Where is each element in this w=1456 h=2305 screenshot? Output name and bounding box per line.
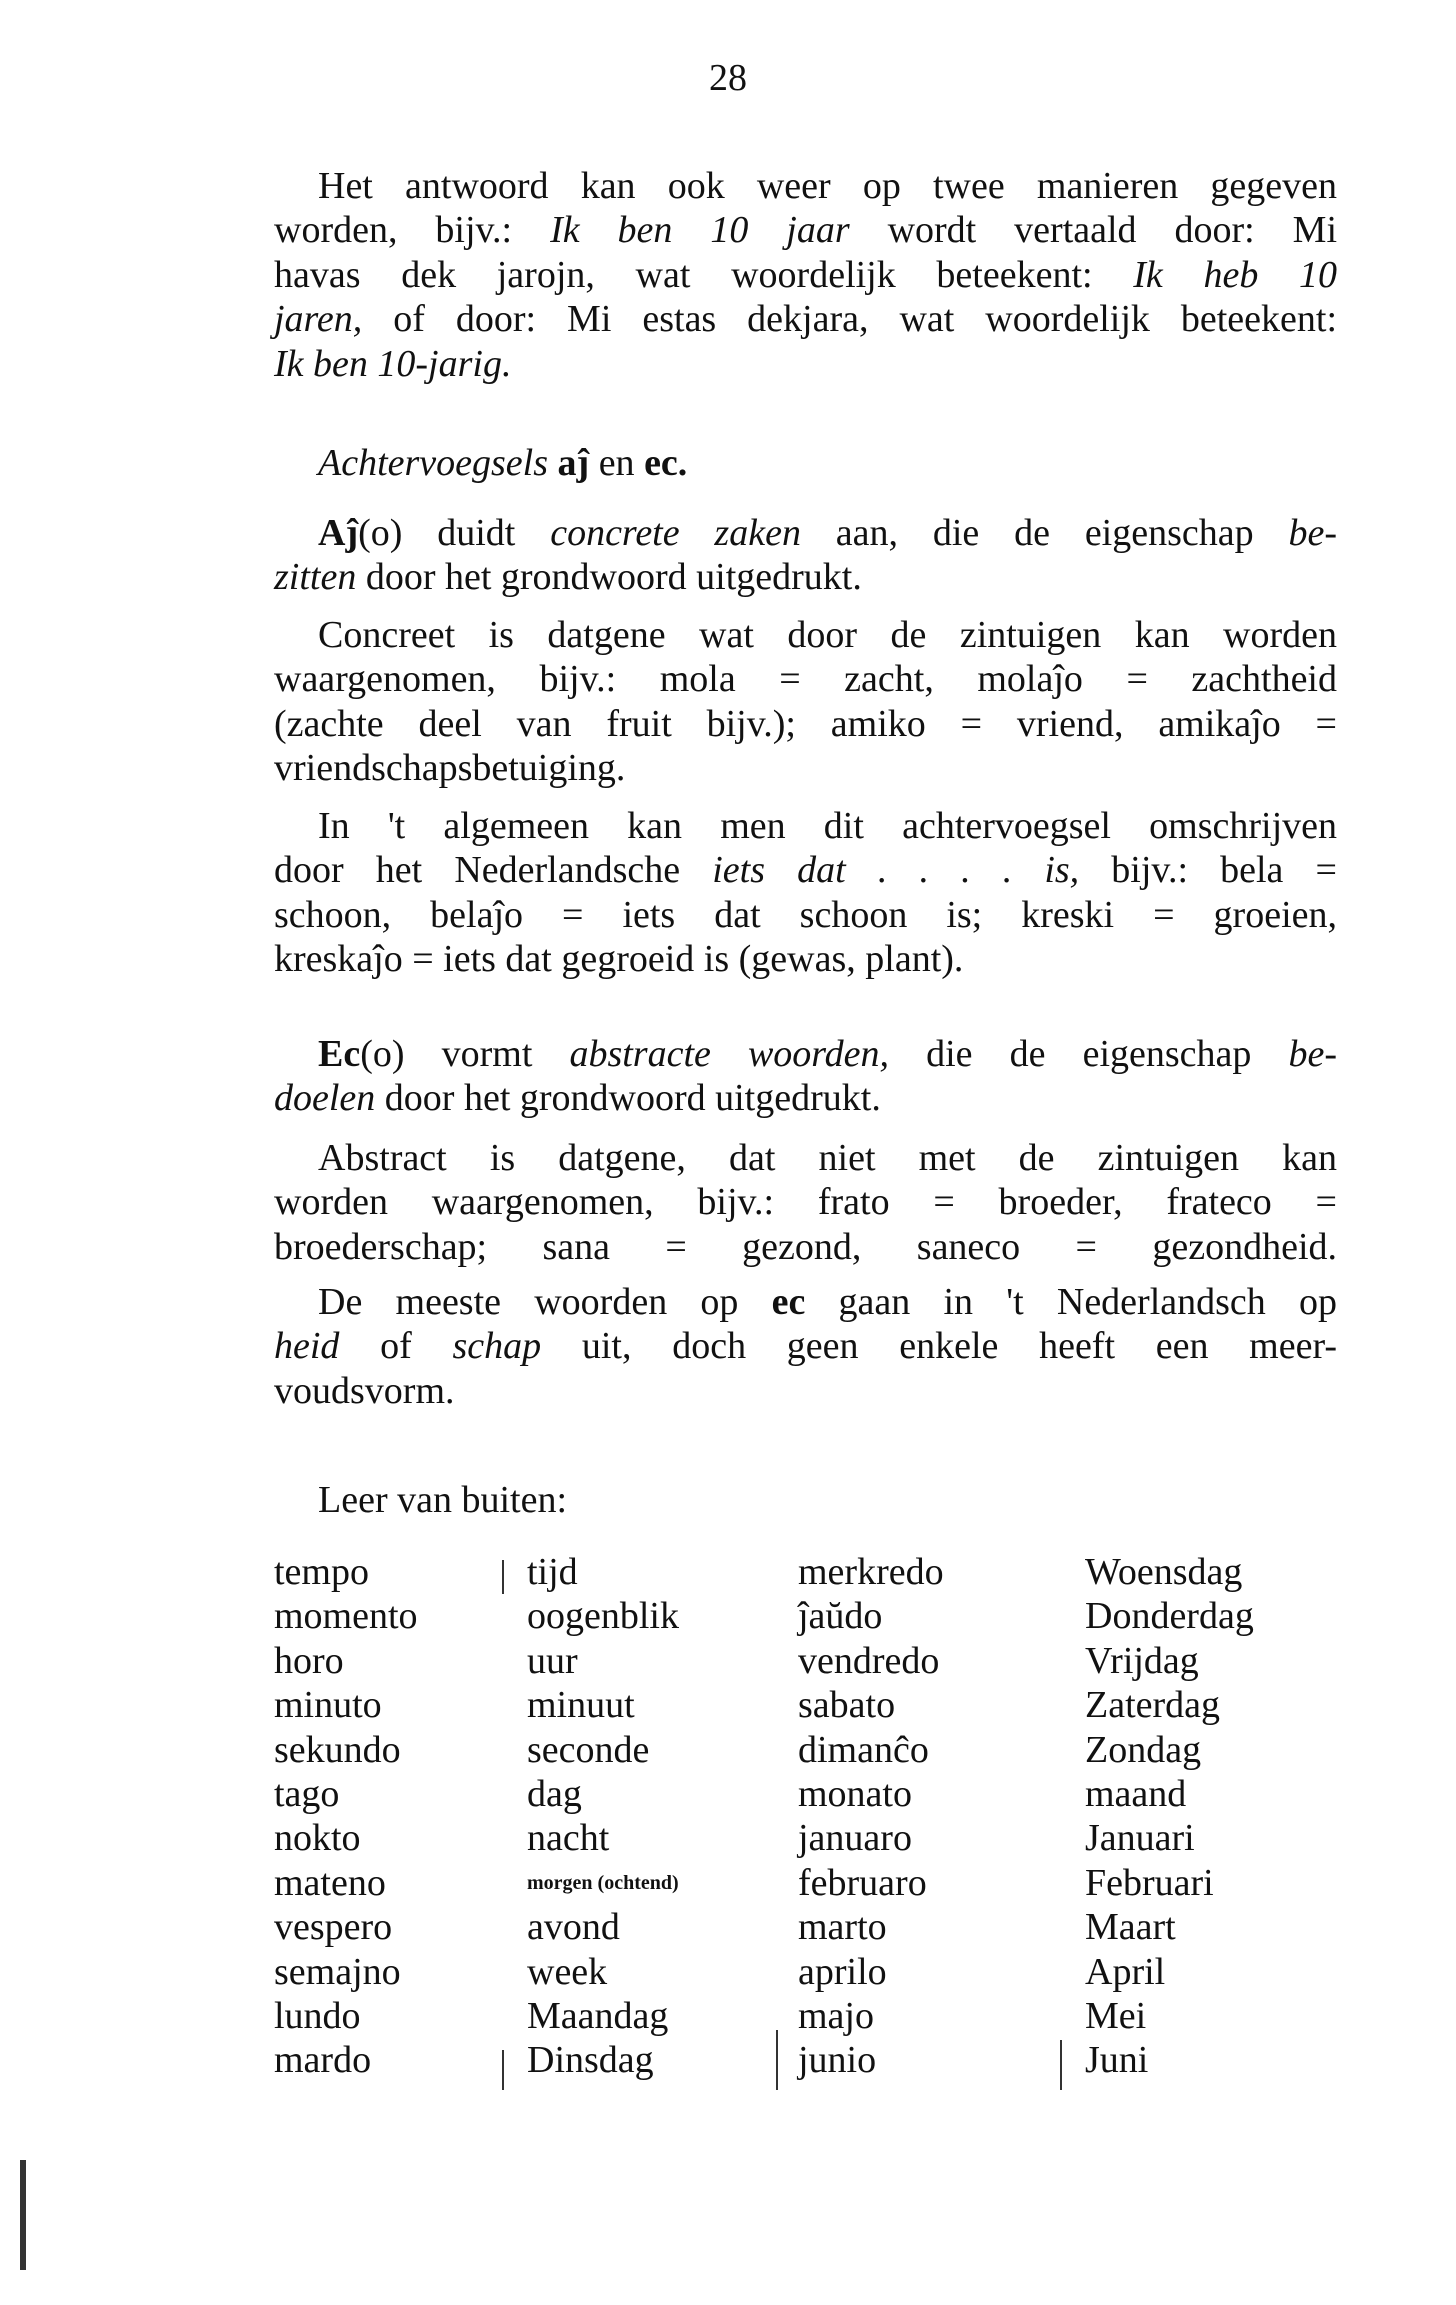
esperanto-word: januaro bbox=[798, 1817, 912, 1860]
dutch-translation: dag bbox=[527, 1772, 582, 1815]
text: schoon, belaĵo = iets dat schoon is; kreski = groeien, bbox=[274, 893, 1337, 936]
dutch-translation: Donderdag bbox=[1085, 1595, 1254, 1638]
text: uit, doch geen enkele heeft een meer- bbox=[541, 1325, 1338, 1368]
text: (zachte deel van fruit bijv.); amiko = vriend, amikaĵo = bbox=[274, 702, 1337, 745]
text-line bbox=[274, 441, 1337, 485]
italic-text: abstracte woorden, bbox=[569, 1033, 890, 1075]
esperanto-word: momento bbox=[274, 1595, 418, 1638]
dutch-translation: April bbox=[1085, 1950, 1166, 1993]
italic-text: zitten bbox=[274, 556, 357, 599]
italic-text: be- bbox=[1288, 1033, 1337, 1075]
dutch-translation: Woensdag bbox=[1085, 1551, 1243, 1593]
esperanto-word: marto bbox=[798, 1906, 887, 1949]
text: en bbox=[589, 442, 645, 484]
dutch-translation: Zaterdag bbox=[1085, 1684, 1221, 1727]
text: broederschap; sana = gezond, saneco = gezondheid. bbox=[274, 1225, 1337, 1268]
esperanto-word: februaro bbox=[798, 1861, 927, 1904]
text: of bbox=[339, 1325, 453, 1368]
text-line bbox=[274, 1280, 1337, 1324]
dutch-translation: maand bbox=[1085, 1772, 1187, 1815]
dutch-translation: nacht bbox=[527, 1817, 610, 1860]
text-line bbox=[274, 1136, 1337, 1180]
column-rule bbox=[502, 2050, 504, 2090]
text-line bbox=[274, 164, 1337, 208]
bold-text: ec. bbox=[644, 442, 688, 484]
page-number: 28 bbox=[709, 57, 747, 99]
dutch-translation: seconde bbox=[527, 1728, 650, 1771]
text: worden, bijv.: bbox=[274, 209, 551, 252]
text-line bbox=[274, 893, 1337, 937]
text-line bbox=[274, 702, 1337, 746]
text: havas dek jarojn, wat woordelijk beteekent: bbox=[274, 253, 1134, 296]
italic-text: Ik ben 10-jarig. bbox=[274, 342, 512, 385]
text-line bbox=[274, 253, 1337, 297]
text-line bbox=[274, 1225, 1337, 1269]
italic-text: iets dat . . . . is, bbox=[712, 849, 1080, 892]
dutch-translation: Dinsdag bbox=[527, 2039, 654, 2082]
text-line bbox=[274, 511, 1337, 555]
text: vriendschapsbetuiging. bbox=[274, 747, 626, 790]
text: waargenomen, bijv.: mola = zacht, molaĵo = zachtheid bbox=[274, 658, 1337, 701]
esperanto-word: ĵaŭdo bbox=[798, 1595, 883, 1638]
text-line bbox=[274, 1478, 1337, 1522]
bold-text: aĵ bbox=[557, 442, 590, 484]
italic-text: doelen bbox=[274, 1077, 376, 1120]
dutch-translation: Juni bbox=[1085, 2039, 1149, 2082]
esperanto-word: vespero bbox=[274, 1906, 393, 1949]
esperanto-word: nokto bbox=[274, 1817, 361, 1860]
dutch-translation: minuut bbox=[527, 1684, 635, 1727]
column-rule bbox=[502, 1560, 504, 1594]
italic-text: Ik ben 10 jaar bbox=[550, 209, 850, 252]
text-line bbox=[274, 1369, 1337, 1413]
text-line bbox=[274, 746, 1337, 790]
text: Abstract is datgene, dat niet met de zintuigen kan bbox=[318, 1137, 1337, 1179]
dutch-translation: Mei bbox=[1085, 1994, 1147, 2037]
text: door het grondwoord uitgedrukt. bbox=[375, 1077, 881, 1120]
dutch-translation: week bbox=[527, 1950, 608, 1993]
esperanto-word: dimanĉo bbox=[798, 1728, 929, 1771]
dutch-translation: Februari bbox=[1085, 1861, 1214, 1904]
bold-text: ec bbox=[771, 1281, 806, 1323]
text-line bbox=[274, 613, 1337, 657]
italic-text: Ik heb 10 bbox=[1133, 253, 1337, 296]
esperanto-word: semajno bbox=[274, 1950, 401, 1993]
text bbox=[548, 442, 558, 484]
dutch-translation: tijd bbox=[527, 1551, 578, 1593]
text: (o) duidt bbox=[358, 512, 551, 554]
paragraph-ec-suffix bbox=[274, 1032, 1337, 1121]
text-line bbox=[274, 1324, 1337, 1368]
paragraph-answer-forms bbox=[274, 164, 1337, 386]
text: Het antwoord kan ook weer op twee manieren gegeven bbox=[318, 165, 1337, 207]
paragraph-most-words bbox=[274, 1280, 1337, 1413]
dutch-translation: Maandag bbox=[527, 1994, 669, 2037]
esperanto-word: mateno bbox=[274, 1861, 386, 1904]
italic-text: jaren, bbox=[274, 298, 363, 341]
text-line bbox=[274, 555, 1337, 599]
bold-text: Ec bbox=[318, 1033, 361, 1075]
text: (o) vormt bbox=[360, 1033, 570, 1075]
esperanto-word: sekundo bbox=[274, 1728, 401, 1771]
dutch-translation: avond bbox=[527, 1906, 620, 1949]
text: door het grondwoord uitgedrukt. bbox=[356, 556, 862, 599]
paragraph-concrete bbox=[274, 613, 1337, 791]
text: Leer van buiten: bbox=[318, 1479, 568, 1521]
text: In 't algemeen kan men dit achtervoegsel omschrijven bbox=[318, 805, 1337, 847]
text: die de eigenschap bbox=[889, 1033, 1289, 1075]
dutch-translation: Maart bbox=[1085, 1906, 1176, 1949]
italic-text: schap bbox=[452, 1325, 542, 1368]
text-line bbox=[274, 657, 1337, 701]
esperanto-word: lundo bbox=[274, 1994, 361, 2037]
text-line bbox=[274, 208, 1337, 252]
text-line bbox=[274, 1032, 1337, 1076]
section-heading bbox=[274, 441, 1337, 485]
esperanto-word: mardo bbox=[274, 2039, 372, 2082]
text-line bbox=[274, 342, 1337, 386]
text-line bbox=[274, 848, 1337, 892]
paragraph-aj-suffix bbox=[274, 511, 1337, 600]
esperanto-word: monato bbox=[798, 1772, 912, 1815]
paragraph-in-general bbox=[274, 804, 1337, 982]
text-line bbox=[274, 1180, 1337, 1224]
text-line bbox=[274, 1076, 1337, 1120]
dutch-translation: oogenblik bbox=[527, 1595, 679, 1638]
italic-text: Achtervoegsels bbox=[318, 442, 549, 484]
esperanto-word: vendredo bbox=[798, 1639, 940, 1682]
dutch-translation: Vrijdag bbox=[1085, 1639, 1199, 1682]
scan-mark bbox=[20, 2160, 26, 2270]
text: worden waargenomen, bijv.: frato = broeder, frateco = bbox=[274, 1181, 1337, 1224]
paragraph-abstract bbox=[274, 1136, 1337, 1269]
bold-text: Aĵ bbox=[318, 512, 359, 554]
esperanto-word: tempo bbox=[274, 1551, 369, 1593]
column-rule bbox=[776, 2030, 778, 2090]
text-line bbox=[274, 804, 1337, 848]
esperanto-word: majo bbox=[798, 1994, 874, 2037]
esperanto-word: junio bbox=[798, 2039, 877, 2082]
text: Concreet is datgene wat door de zintuigen kan worden bbox=[318, 614, 1337, 656]
esperanto-word: horo bbox=[274, 1639, 344, 1682]
column-rule bbox=[1060, 2040, 1062, 2090]
esperanto-word: sabato bbox=[798, 1684, 896, 1727]
text: bijv.: bela = bbox=[1079, 849, 1337, 892]
italic-text: heid bbox=[274, 1325, 340, 1368]
text-line bbox=[274, 937, 1337, 981]
dutch-translation: morgen (ochtend) bbox=[527, 1871, 679, 1894]
esperanto-word: merkredo bbox=[798, 1551, 944, 1593]
esperanto-word: tago bbox=[274, 1772, 340, 1815]
text: gaan in 't Nederlandsch op bbox=[805, 1281, 1337, 1323]
text: wordt vertaald door: Mi bbox=[849, 209, 1337, 252]
text: kreskaĵo = iets dat gegroeid is (gewas, plant). bbox=[274, 938, 964, 981]
dutch-translation: Januari bbox=[1085, 1817, 1195, 1860]
text: voudsvorm. bbox=[274, 1369, 455, 1412]
text: De meeste woorden op bbox=[318, 1281, 772, 1323]
esperanto-word: minuto bbox=[274, 1684, 382, 1727]
learn-by-heart-label bbox=[274, 1478, 1337, 1522]
esperanto-word: aprilo bbox=[798, 1950, 887, 1993]
italic-text: be- bbox=[1288, 512, 1337, 554]
text: door het Nederlandsche bbox=[274, 849, 713, 892]
dutch-translation: Zondag bbox=[1085, 1728, 1202, 1771]
dutch-translation: uur bbox=[527, 1639, 578, 1682]
text: of door: Mi estas dekjara, wat woordelijk beteekent: bbox=[362, 298, 1337, 341]
text: aan, die de eigenschap bbox=[800, 512, 1289, 554]
text-line bbox=[274, 297, 1337, 341]
italic-text: concrete zaken bbox=[550, 512, 801, 554]
